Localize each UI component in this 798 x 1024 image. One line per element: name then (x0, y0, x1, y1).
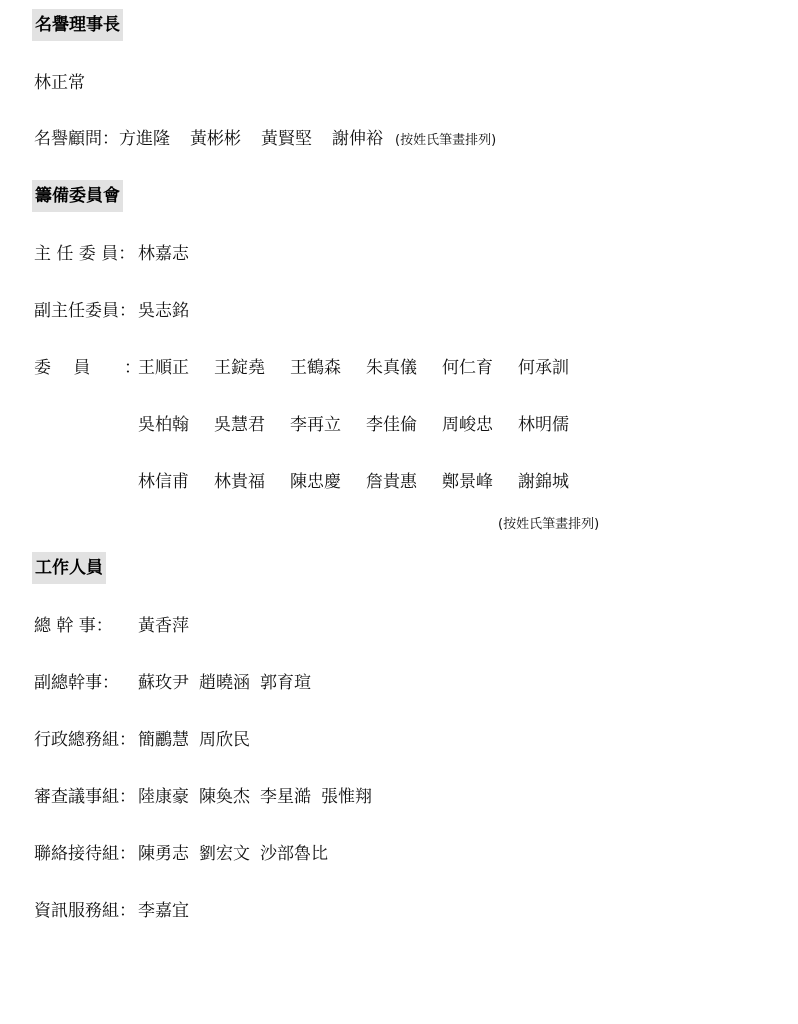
staff-role-names (138, 844, 338, 864)
staff-role-line (34, 899, 199, 923)
member-name: 周峻忠 (442, 415, 493, 435)
staff-role-label: 總 幹 事： (34, 616, 113, 636)
staff-role-line (34, 842, 338, 866)
staff-role-names (138, 616, 199, 636)
committee-members-row (138, 413, 594, 437)
member-name: 林明儒 (518, 415, 569, 435)
advisor-name: 方進隆 (119, 129, 170, 149)
member-name: 王順正 (138, 358, 189, 378)
committee-members-colon: ： (124, 358, 141, 378)
member-name: 李佳倫 (366, 415, 417, 435)
staff-role-label: 資訊服務組： (34, 901, 136, 921)
honorary-advisors-list (119, 129, 389, 149)
staff-role-label: 審查議事組： (34, 787, 136, 807)
member-name: 吳柏翰 (138, 415, 189, 435)
committee-chair-label: 主 任 委 員： (34, 244, 136, 264)
member-name: 李再立 (290, 415, 341, 435)
committee-members-row (138, 470, 594, 494)
staff-role-line (34, 614, 199, 638)
advisor-name: 謝伸裕 (332, 129, 383, 149)
staff-role-label: 副總幹事： (34, 673, 119, 693)
member-name: 王鶴森 (290, 358, 341, 378)
committee-members-label-line (34, 356, 141, 380)
staff-name: 蘇玫尹 (138, 673, 189, 693)
staff-role-line (34, 671, 321, 695)
staff-name: 李嘉宜 (138, 901, 189, 921)
committee-vice-chair-line (34, 299, 189, 323)
staff-name: 簡鸝慧 (138, 730, 189, 750)
staff-name: 沙部魯比 (260, 844, 328, 864)
staff-role-label: 行政總務組： (34, 730, 136, 750)
member-name: 鄭景峰 (442, 472, 493, 492)
committee-vice-chair-name: 吳志銘 (138, 301, 189, 321)
staff-role-names (138, 673, 321, 693)
member-name: 謝錦城 (518, 472, 569, 492)
member-name: 林貴福 (214, 472, 265, 492)
member-name: 林信甫 (138, 472, 189, 492)
staff-name: 陳勇志 (138, 844, 189, 864)
staff-role-line (34, 728, 260, 752)
advisor-name: 黃彬彬 (190, 129, 241, 149)
committee-vice-chair-label: 副主任委員： (34, 301, 136, 321)
advisors-order-note: (按姓氏筆畫排列) (395, 133, 497, 148)
staff-role-label: 聯絡接待組： (34, 844, 136, 864)
section-title-staff: 工作人員 (32, 552, 106, 584)
advisor-name: 黃賢堅 (261, 129, 312, 149)
staff-name: 黃香萍 (138, 616, 189, 636)
staff-role-names (138, 901, 199, 921)
honorary-chair-name: 林正常 (34, 73, 85, 93)
staff-name: 趙曉涵 (199, 673, 250, 693)
member-name: 詹貴惠 (366, 472, 417, 492)
member-name: 陳忠慶 (290, 472, 341, 492)
member-name: 王錠堯 (214, 358, 265, 378)
member-name: 吳慧君 (214, 415, 265, 435)
section-title-honorary-chair: 名譽理事長 (32, 9, 123, 41)
staff-name: 張惟翔 (321, 787, 372, 807)
section-title-organizing-committee: 籌備委員會 (32, 180, 123, 212)
member-name: 何承訓 (518, 358, 569, 378)
honorary-advisors-line (34, 127, 496, 151)
staff-role-names (138, 730, 260, 750)
staff-name: 陸康豪 (138, 787, 189, 807)
members-order-note: (按姓氏筆畫排列) (498, 517, 600, 532)
staff-name: 周欣民 (199, 730, 250, 750)
committee-chair-line (34, 242, 189, 266)
committee-chair-name: 林嘉志 (138, 244, 189, 264)
honorary-advisors-label: 名譽顧問： (34, 129, 119, 149)
staff-name: 郭育瑄 (260, 673, 311, 693)
staff-role-names (138, 787, 382, 807)
member-name: 朱真儀 (366, 358, 417, 378)
member-name: 何仁育 (442, 358, 493, 378)
staff-name: 陳奐杰 (199, 787, 250, 807)
staff-role-line (34, 785, 382, 809)
committee-members-label: 委 員 (34, 358, 91, 378)
committee-members-row (138, 356, 594, 380)
staff-name: 劉宏文 (199, 844, 250, 864)
staff-name: 李星澔 (260, 787, 311, 807)
